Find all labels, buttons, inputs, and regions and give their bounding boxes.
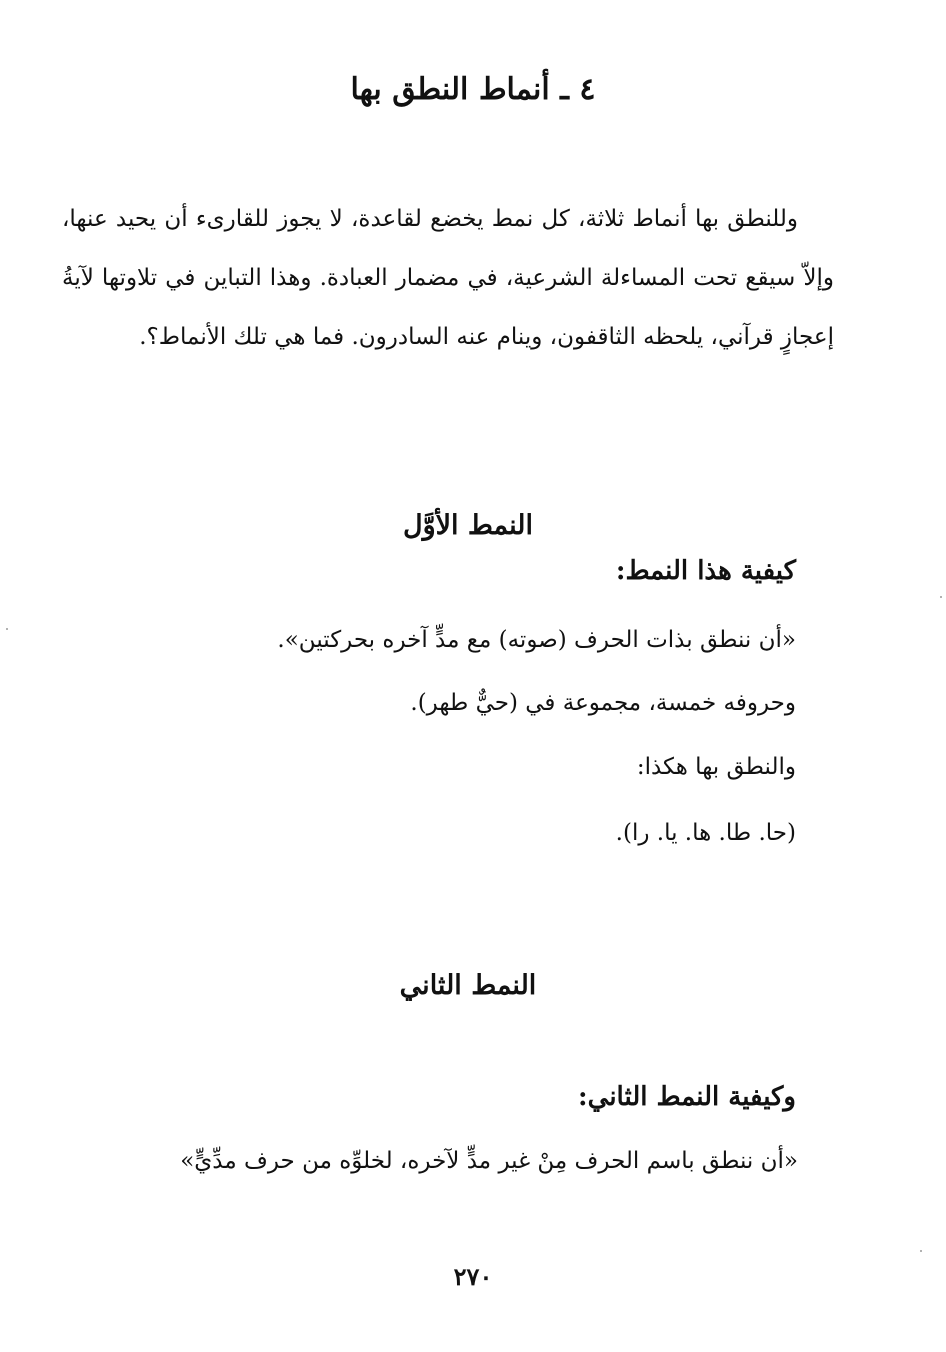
- intro-paragraph: وللنطق بها أنماط ثلاثة، كل نمط يخضع لقاعدة، لا يجوز للقارىء أن يحيد عنها، وإلاّ سيقع تحت المساءلة الشرعية، في مضمار العبادة. وهذا التباين في تلاوتها لآيةُ إعجازٍ قرآني، يلحظه الثاقفون، وينام عنه السادرون. فما هي تلك الأنماط؟.: [62, 206, 834, 350]
- section-title: ٤ ـ أنماط النطق بها: [350, 72, 596, 108]
- page-number: ٢٧٠: [453, 1262, 493, 1291]
- pattern-one-pronunciation: (حا. طا. ها. يا. را).: [615, 820, 796, 846]
- scan-speck: [920, 1250, 922, 1252]
- pattern-one-heading: النمط الأوَّل: [402, 510, 534, 542]
- scan-speck: [6, 628, 8, 630]
- pattern-one-pronunciation-label: والنطق بها هكذا:: [636, 754, 796, 780]
- pattern-two-how-label: وكيفية النمط الثاني:: [578, 1082, 796, 1112]
- pattern-two-quote: «أن ننطق باسم الحرف مِنْ غير مدٍّ لآخره، لخلوِّه من حرف مدِّيٍّ»: [180, 1148, 798, 1174]
- pattern-one-letters: وحروفه خمسة، مجموعة في (حيٌّ طهر).: [410, 690, 796, 716]
- pattern-two-heading: النمط الثاني: [399, 970, 537, 1002]
- scan-speck: [940, 596, 942, 598]
- pattern-one-quote: «أن ننطق بذات الحرف (صوته) مع مدٍّ آخره بحركتين».: [277, 627, 796, 653]
- pattern-one-how-label: كيفية هذا النمط:: [615, 556, 796, 586]
